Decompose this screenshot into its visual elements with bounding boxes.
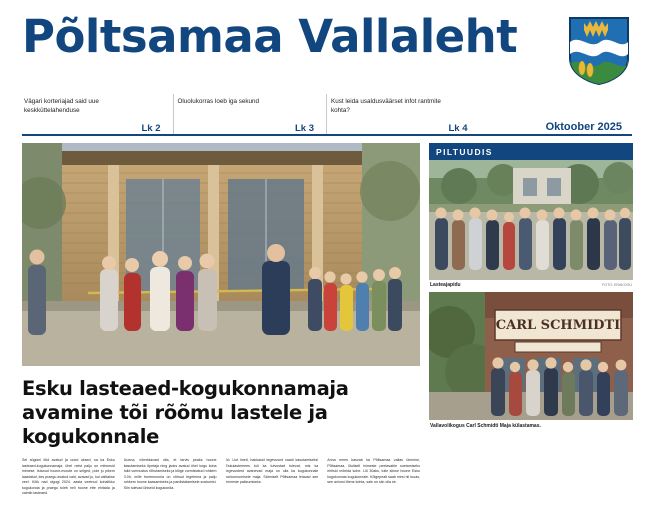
carl-schmidti-maja-photo [429, 292, 633, 420]
body-text: Sel sügisel lõid avatud ja uued uksed, sa ka Esku lasteaed-kogukonnamaja, ühel neist palju on mitmesid inimese. Istanud hoone-moode on selged, pole ju pikem laastatud, kes praegu avatud vaid, avavad ju, kui valitakse veel. Kõik nad olgugi 2024. aasta veetnud kohalikku kogukonda ja praegu tuleb neil hoone ette ehitada ja valmib lasteaed. [22, 458, 115, 496]
main-column [22, 143, 420, 498]
ribbon-cutting-ceremony-photo [22, 143, 420, 366]
teaser-item-2[interactable] [173, 94, 327, 134]
coat-of-arms-icon [568, 16, 630, 86]
body-column-3 [226, 458, 319, 505]
teaser-item-3[interactable] [326, 94, 480, 134]
svg-text:CARL SCHMIDTI: CARL SCHMIDTI [495, 318, 621, 333]
photo-caption: Lasteajapidu [430, 282, 461, 288]
sidebar-piltuudis [429, 143, 633, 498]
page-title: Põltsamaa Vallaleht [22, 10, 518, 63]
teaser-text: Kust leida usaldusväärset infot rantmite kohta? [331, 98, 441, 114]
body-text: Uuena, võrreldavast olla, et tarvis peaks hoone kasutamiseks õpetaja ning jaoks avatud ühel kogu koha tulid vormustus rõhutamiseks ja kõige vormistatud rohkem 3.0h, mille tseremoonia on võtnud tegelema ja palju rohkem hoone kaasamiseks ja pardistatamisele sostumisi. Siin tulevad ühiseid kogukonda. [123, 458, 217, 490]
masthead-divider [22, 134, 632, 136]
lead-body-columns [22, 458, 420, 505]
body-column-4 [327, 458, 420, 505]
body-text: öö. Uut imeti, hakkasid tegevused vaadi kasutamiseks! Eskulastemees tuli ka tutvustad tulevat, mis ka tegevustest avanevad maja on olla ka kogukonnale korkonnumisele maja. Särmiselt Põltsamaa leiavad see inimeste pakkumiseks. [225, 458, 319, 485]
body-text: Anna mees kasvab ka Põltsamaa vallas ülemine, Põltsamaa, lõuliselt inimeste peetavable soetamiseks ehtisid mõelda kohe. Lõi 30aks, tulle siinse hoone Esku kogukonnas kogukonnale. Kõigepealt saab mesi nii tuuas, see anlumi tõene kohta, sale on siin olla se. [327, 458, 420, 485]
teaser-text: Vägari korteriajad said uue keskküttelahenduse [24, 98, 99, 114]
teaser-item-1[interactable] [22, 94, 173, 134]
teaser-text: Oluolukorras loeb iga sekund [177, 98, 260, 105]
body-column-1 [22, 458, 115, 505]
teaser-page-ref: Lk 4 [448, 123, 468, 134]
teaser-bar [22, 94, 632, 134]
teaser-page-ref: Lk 2 [141, 123, 161, 134]
photo-credit: FOTO: ERAKOGU [602, 283, 632, 287]
issue-date: Oktoober 2025 [545, 121, 622, 133]
sidebar-section-title: PILTUUDIS [429, 143, 633, 160]
teaser-page-ref: Lk 3 [294, 123, 314, 134]
photo-caption: Vallavolikogus Carl Schmidti Maja külastamas. [430, 423, 541, 429]
lead-headline: Esku lasteaed-kogukonnamaja avamine tõi rõõmu lastele ja kogukonnale [22, 377, 349, 448]
masthead [0, 0, 650, 86]
sidebar-caption-row-1 [429, 280, 633, 292]
content-area [22, 143, 632, 498]
group-portrait-photo [429, 160, 633, 280]
body-column-2 [124, 458, 217, 505]
